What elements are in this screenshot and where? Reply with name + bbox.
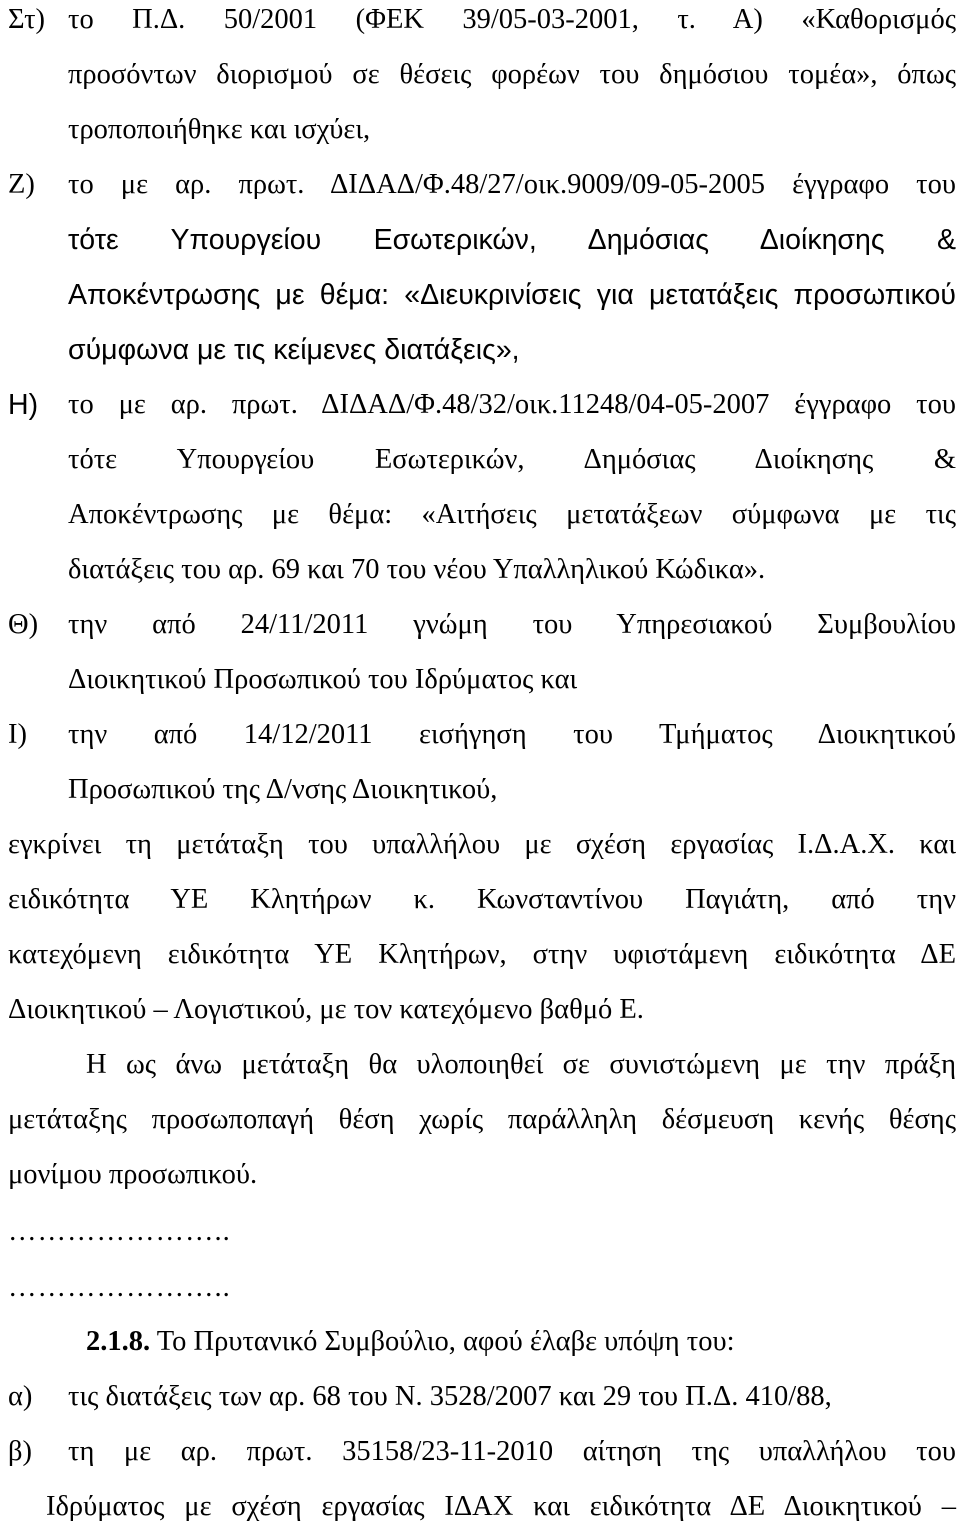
item-text: Αποκέντρωσης με θέμα: «Διευκρινίσεις για μετατάξεις προσωπικού	[68, 279, 956, 311]
item-text: το Π.Δ. 50/2001 (ΦΕΚ 39/05-03-2001, τ. Α) «Καθορισμός	[68, 4, 956, 35]
note-text: μονίμου προσωπικού.	[8, 1159, 258, 1190]
section-text: Το Πρυτανικό Συμβούλιο, αφού έλαβε υπόψη του:	[150, 1326, 735, 1357]
item-i-line-2	[0, 770, 960, 810]
item-text: τη με αρ. πρωτ. 35158/23-11-2010 αίτηση της υπαλλήλου του	[68, 1436, 956, 1467]
item-st-line-2	[0, 55, 960, 95]
ellipsis-line-1	[0, 1212, 960, 1252]
section-number: 2.1.8.	[86, 1326, 151, 1357]
item-z-line-2	[0, 220, 960, 260]
item-label: β)	[8, 1436, 32, 1467]
item-text: τροποποιήθηκε και ισχύει,	[68, 114, 371, 145]
item-text: Διοικητικού Προσωπικού του Ιδρύματος και	[68, 664, 578, 695]
item-label: Ζ)	[8, 169, 35, 200]
item-b-line-2	[0, 1487, 960, 1527]
note-line-2	[0, 1100, 960, 1140]
item-i-line-1	[0, 715, 960, 755]
item-text: την από 24/11/2011 γνώμη του Υπηρεσιακού Συμβουλίου	[68, 609, 956, 640]
item-st-line-1	[0, 0, 960, 40]
item-h-line-3	[0, 495, 960, 535]
decision-line-1	[0, 825, 960, 865]
decision-line-4	[0, 990, 960, 1030]
item-text: Προσωπικού της Δ/νσης Διοικητικού,	[68, 774, 498, 805]
item-h-line-1	[0, 385, 960, 425]
note-text: μετάταξης προσωποπαγή θέση χωρίς παράλληλη δέσμευση κενής θέσης	[8, 1104, 956, 1135]
item-z-line-3	[0, 275, 960, 315]
item-a-line-1	[0, 1377, 960, 1417]
ellipsis: …………………..	[8, 1216, 231, 1247]
item-label: Θ)	[8, 609, 39, 640]
item-text: τις διατάξεις των αρ. 68 του Ν. 3528/2007 και 29 του Π.Δ. 410/88,	[68, 1381, 832, 1412]
decision-line-3	[0, 935, 960, 975]
item-label: α)	[8, 1381, 33, 1412]
item-label: Ι)	[8, 719, 27, 750]
item-b-line-1	[0, 1432, 960, 1472]
note-line-1	[0, 1045, 960, 1085]
item-text: διατάξεις του αρ. 69 και 70 του νέου Υπαλληλικού Κώδικα».	[68, 554, 766, 585]
note-line-3	[0, 1155, 960, 1195]
item-st-line-3	[0, 110, 960, 150]
item-label: Η)	[8, 389, 39, 421]
ellipsis-line-2	[0, 1268, 960, 1308]
item-label: Στ)	[8, 4, 46, 35]
item-h-line-4	[0, 550, 960, 590]
item-z-line-1	[0, 165, 960, 205]
item-th-line-1	[0, 605, 960, 645]
item-text: Ιδρύματος με σχέση εργασίας ΙΔΑΧ και ειδικότητα ΔΕ Διοικητικού –	[46, 1491, 956, 1522]
item-text: τότε Υπουργείου Εσωτερικών, Δημόσιας Διοίκησης &	[68, 444, 956, 475]
item-text: το με αρ. πρωτ. ΔΙΔΑΔ/Φ.48/27/οικ.9009/09-05-2005 έγγραφο του	[68, 169, 956, 200]
item-text: σύμφωνα με τις κείμενες διατάξεις»,	[68, 334, 520, 366]
note-text: Η ως άνω μετάταξη θα υλοποιηθεί σε συνιστώμενη με την πράξη	[86, 1049, 956, 1080]
decision-line-2	[0, 880, 960, 920]
item-text: τότε Υπουργείου Εσωτερικών, Δημόσιας Διοίκησης &	[68, 224, 956, 256]
item-text: προσόντων διορισμού σε θέσεις φορέων του δημόσιου τομέα», όπως	[68, 59, 956, 90]
item-h-line-2	[0, 440, 960, 480]
item-text: το με αρ. πρωτ. ΔΙΔΑΔ/Φ.48/32/οικ.11248/04-05-2007 έγγραφο του	[68, 389, 956, 420]
decision-text: κατεχόμενη ειδικότητα ΥΕ Κλητήρων, στην υφιστάμενη ειδικότητα ΔΕ	[8, 939, 956, 970]
item-z-line-4	[0, 330, 960, 370]
decision-text: εγκρίνει τη μετάταξη του υπαλλήλου με σχέση εργασίας Ι.Δ.Α.Χ. και	[8, 829, 956, 860]
item-text: Αποκέντρωσης με θέμα: «Αιτήσεις μετατάξεων σύμφωνα με τις	[68, 499, 956, 530]
section-heading	[0, 1322, 960, 1362]
item-text: την από 14/12/2011 εισήγηση του Τμήματος Διοικητικού	[68, 719, 956, 750]
item-th-line-2	[0, 660, 960, 700]
ellipsis: …………………..	[8, 1272, 231, 1303]
decision-text: Διοικητικού – Λογιστικού, με τον κατεχόμενο βαθμό Ε.	[8, 994, 644, 1025]
decision-text: ειδικότητα ΥΕ Κλητήρων κ. Κωνσταντίνου Παγιάτη, από την	[8, 884, 956, 915]
